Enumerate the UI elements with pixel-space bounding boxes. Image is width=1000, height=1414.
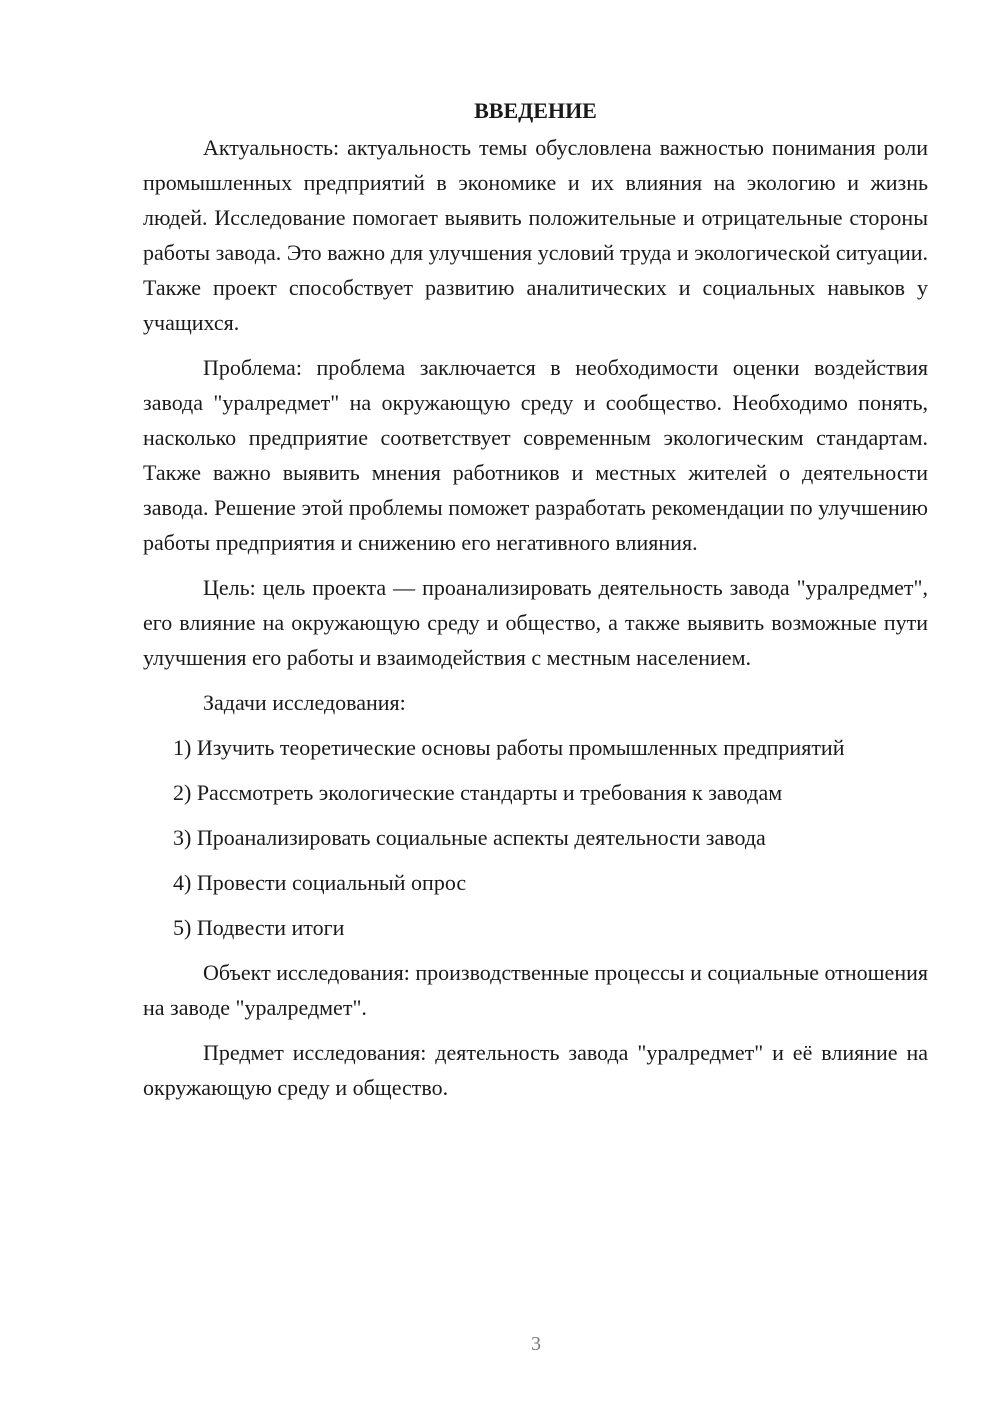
task-item-4: 4) Провести социальный опрос xyxy=(173,870,467,895)
task-item-1: 1) Изучить теоретические основы работы промышленных предприятий xyxy=(173,735,845,760)
task-item-5: 5) Подвести итоги xyxy=(173,915,345,940)
task-item-3: 3) Проанализировать социальные аспекты деятельности завода xyxy=(173,825,766,850)
paragraph-subject: Предмет исследования: деятельность завода "уралредмет" и её влияние на окружающую среду и общество. xyxy=(143,1040,928,1100)
task-item-2: 2) Рассмотреть экологические стандарты и требования к заводам xyxy=(173,780,783,805)
document-page xyxy=(143,93,928,1115)
paragraph-problem: Проблема: проблема заключается в необходимости оценки воздействия завода "уралредмет" на окружающую среду и сообщество. Необходимо понять, насколько предприятие соответствует современным экологическим стандартам. Также важно выявить мнения работников и местных жителей о деятельности завода. Решение этой проблемы поможет разработать рекомендации по улучшению работы предприятия и снижению его негативного влияния. xyxy=(143,355,928,555)
page-number: 3 xyxy=(531,1333,541,1355)
paragraph-goal: Цель: цель проекта — проанализировать деятельность завода "уралредмет", его влияние на окружающую среду и общество, а также выявить возможные пути улучшения его работы и взаимодействия с местным населением. xyxy=(143,575,928,670)
paragraph-relevance: Актуальность: актуальность темы обусловлена важностью понимания роли промышленных предприятий в экономике и их влияния на экологию и жизнь людей. Исследование помогает выявить положительные и отрицательные стороны работы завода. Это важно для улучшения условий труда и экологической ситуации. Также проект способствует развитию аналитических и социальных навыков у учащихся. xyxy=(143,135,928,335)
page-title: ВВЕДЕНИЕ xyxy=(474,98,597,123)
tasks-heading: Задачи исследования: xyxy=(203,690,406,715)
paragraph-object: Объект исследования: производственные процессы и социальные отношения на заводе "уралредмет". xyxy=(143,960,928,1020)
